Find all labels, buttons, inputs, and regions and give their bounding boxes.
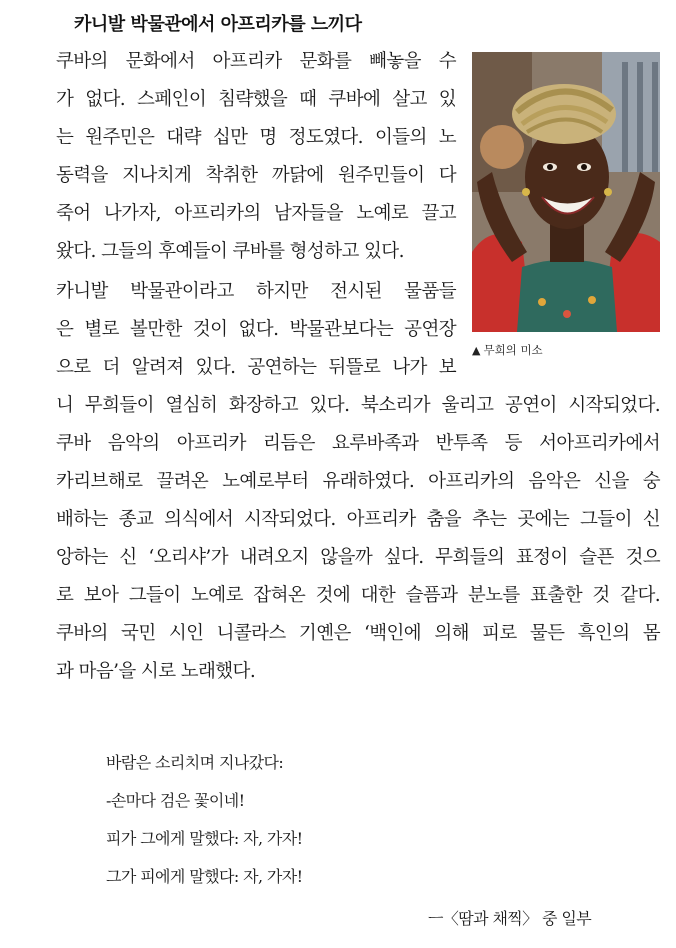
body-line: 쿠바의 국민 시인 니콜라스 기옌은 ‘백인에 의해 피로 물든 흑인의 몸 xyxy=(56,623,660,644)
body-line: 는 원주민은 대략 십만 명 정도였다. 이들의 노 xyxy=(56,127,456,148)
body-line: 배하는 종교 의식에서 시작되었다. 아프리카 춤을 추는 곳에는 그들이 신 xyxy=(56,509,660,530)
photo-caption xyxy=(472,342,543,358)
body-line: 카니발 박물관이라고 하지만 전시된 물품들 xyxy=(56,281,456,302)
poem-source: ㅡ〈땀과 채찍〉 중 일부 xyxy=(428,909,592,928)
caption-triangle-icon: ▲ xyxy=(472,344,481,357)
body-line: 왔다. 그들의 후예들이 쿠바를 형성하고 있다. xyxy=(56,241,404,262)
poem-line: 피가 그에게 말했다: 자, 가자! xyxy=(106,829,303,848)
body-line: 카리브해로 끌려온 노예로부터 유래하였다. 아프리카의 음악은 신을 숭 xyxy=(56,471,660,492)
poem-line: 바람은 소리치며 지나갔다: xyxy=(106,753,284,772)
article-title: 카니발 박물관에서 아프리카를 느끼다 xyxy=(74,14,362,35)
body-line: 은 별로 볼만한 것이 없다. 박물관보다는 공연장 xyxy=(56,319,456,340)
body-line: 동력을 지나치게 착취한 까닭에 원주민들이 다 xyxy=(56,165,456,186)
body-line: 니 무희들이 열심히 화장하고 있다. 북소리가 울리고 공연이 시작되었다. xyxy=(56,395,660,416)
body-line: 앙하는 신 ‘오리샤’가 내려오지 않을까 싶다. 무희들의 표정이 슬픈 것으 xyxy=(56,547,660,568)
body-line: 과 마음’을 시로 노래했다. xyxy=(56,661,256,682)
dancer-photo xyxy=(472,52,660,332)
body-line: 로 보아 그들이 노예로 잡혀온 것에 대한 슬픔과 분노를 표출한 것 같다. xyxy=(56,585,660,606)
caption-text: 무희의 미소 xyxy=(483,343,543,357)
body-line: 쿠바 음악의 아프리카 리듬은 요루바족과 반투족 등 서아프리카에서 xyxy=(56,433,660,454)
poem-line: -손마다 검은 꽃이네! xyxy=(106,791,245,810)
body-line: 가 없다. 스페인이 침략했을 때 쿠바에 살고 있 xyxy=(56,89,456,110)
body-line: 죽어 나가자, 아프리카의 남자들을 노예로 끌고 xyxy=(56,203,456,224)
body-line: 쿠바의 문화에서 아프리카 문화를 빼놓을 수 xyxy=(56,51,456,72)
body-line: 으로 더 알려져 있다. 공연하는 뒤뜰로 나가 보 xyxy=(56,357,456,378)
poem-line: 그가 피에게 말했다: 자, 가자! xyxy=(106,867,303,886)
